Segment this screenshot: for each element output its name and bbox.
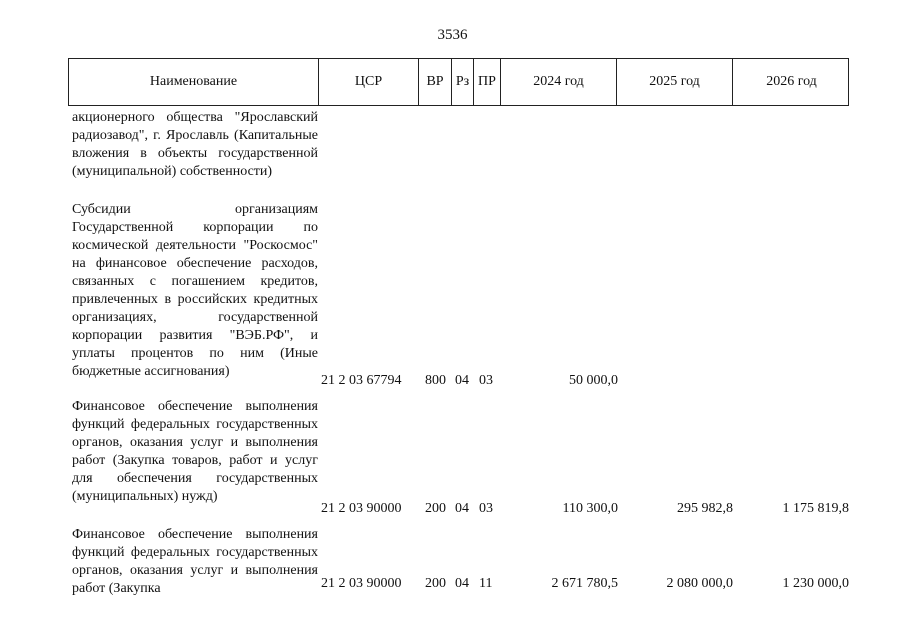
row-pr: 03 [479, 501, 493, 516]
row-2026: 1 230 000,0 [782, 576, 849, 591]
row-2024: 110 300,0 [562, 501, 618, 516]
header-csr: ЦСР [319, 59, 419, 105]
row-2026: 1 175 819,8 [782, 501, 849, 516]
row-name: Финансовое обеспечение выполнения функций федеральных государственных органов, оказания услуг и выполнения работ (Закупка [72, 527, 318, 596]
row-name: акционерного общества "Ярославский радиозавод", г. Ярославль (Капитальные вложения в объекты государственной (муниципальной) собственности) [72, 110, 318, 179]
row-rz: 04 [455, 576, 469, 591]
header-rz: Рз [452, 59, 474, 105]
row-2024: 2 671 780,5 [551, 576, 618, 591]
row-vr: 200 [425, 501, 446, 516]
row-vr: 200 [425, 576, 446, 591]
row-csr: 21 2 03 67794 [321, 373, 402, 388]
row-name: Финансовое обеспечение выполнения функций федеральных государственных органов, оказания услуг и выполнения работ (Закупка товаров, работ и услуг для обеспечения государственных (муниципальных) нужд) [72, 399, 318, 504]
row-vr: 800 [425, 373, 446, 388]
header-2025: 2025 год [617, 59, 733, 105]
header-2026: 2026 год [766, 74, 817, 89]
row-rz: 04 [455, 501, 469, 516]
row-2025: 295 982,8 [677, 501, 733, 516]
row-name: Субсидии организациям Государственной корпорации по космической деятельности "Роскосмос" на финансовое обеспечение расходов, связанных с погашением кредитов, привлеченных в российских кредитных организациях, государственной корпорации развития "ВЭБ.РФ", и уплаты процентов по ним (Иные бюджетные ассигнования) [72, 202, 318, 379]
row-csr: 21 2 03 90000 [321, 576, 402, 591]
header-pr: ПР [474, 59, 501, 105]
page-number: 3536 [437, 27, 468, 43]
row-csr: 21 2 03 90000 [321, 501, 402, 516]
header-vr: ВР [419, 59, 452, 105]
header-2024: 2024 год [501, 59, 617, 105]
row-pr: 03 [479, 373, 493, 388]
row-2025: 2 080 000,0 [666, 576, 733, 591]
row-2024: 50 000,0 [569, 373, 618, 388]
table-header [68, 58, 849, 106]
header-name: Наименование [69, 59, 319, 105]
row-pr: 11 [479, 576, 493, 591]
row-rz: 04 [455, 373, 469, 388]
